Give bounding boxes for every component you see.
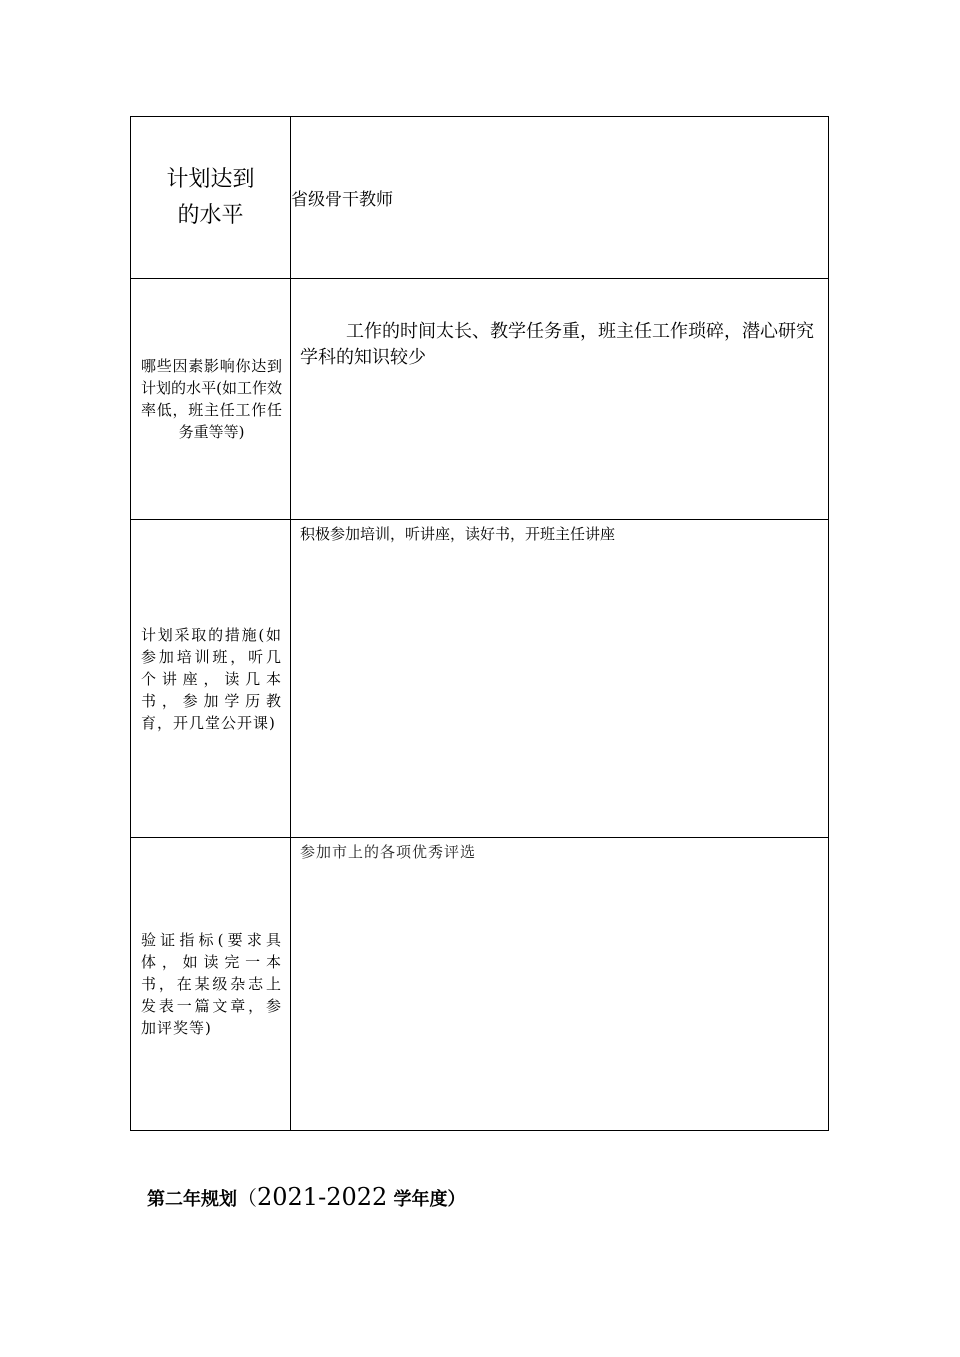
influencing-factors-value-cell — [291, 279, 829, 520]
table-row — [131, 279, 829, 520]
target-level-value: 省级骨干教师 — [291, 117, 829, 279]
verification-label: 验证指标(要求具体，如读完一本书，在某级杂志上发表一篇文章，参加评奖等) — [141, 931, 282, 1037]
measures-label: 计划采取的措施(如参加培训班，听几个讲座，读几本书，参加学历教育，开几堂公开课) — [141, 625, 282, 732]
target-level-label: 计划达到 的水平 — [166, 166, 255, 228]
table-row — [131, 520, 829, 838]
verification-value-cell — [291, 838, 829, 1131]
plan-table — [130, 116, 829, 1131]
measures-label-cell — [131, 520, 291, 838]
target-level-label-cell — [131, 117, 291, 279]
verification-value: 参加市上的各项优秀评选 — [300, 843, 477, 861]
influencing-factors-label-cell — [131, 279, 291, 520]
table-row — [131, 117, 829, 279]
measures-value: 积极参加培训，听讲座，读好书，开班主任讲座 — [300, 525, 616, 543]
table-row — [131, 838, 829, 1131]
influencing-factors-value: 工作的时间太长、教学任务重，班主任工作琐碎，潜心研究学科的知识较少 — [300, 321, 814, 368]
measures-value-cell — [291, 520, 829, 838]
influencing-factors-label: 哪些因素影响你达到计划的水平(如工作效率低，班主任工作任务重等等) — [141, 357, 282, 441]
section-heading: 第二年规划（2021-2022 学年度） — [147, 1183, 466, 1211]
verification-label-cell — [131, 838, 291, 1131]
